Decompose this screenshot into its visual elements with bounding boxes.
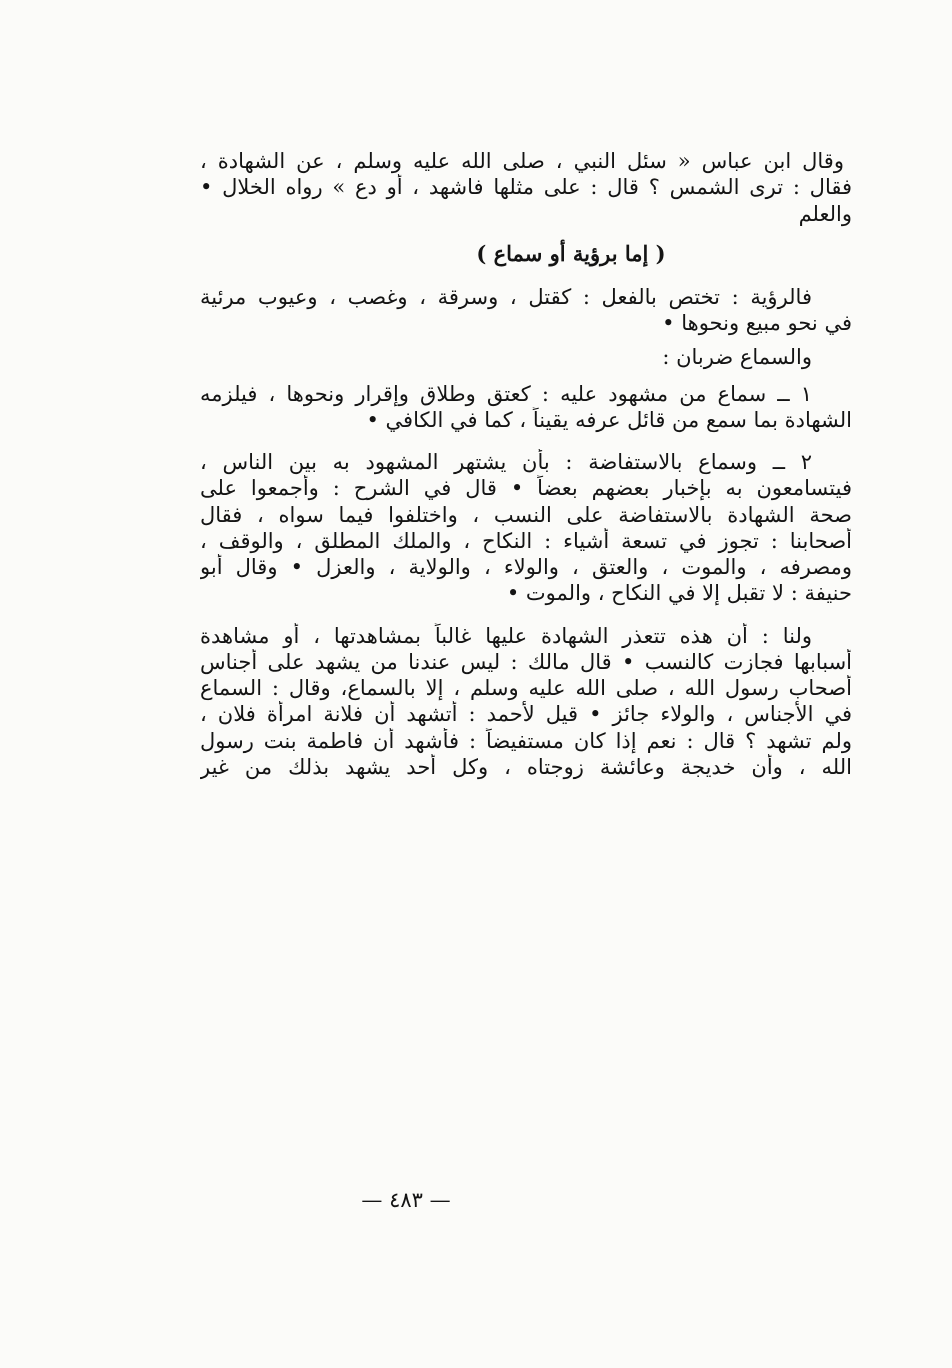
text-line: حنيفة : لا تقبل إلا في النكاح ، والموت • — [506, 581, 852, 606]
text-line: فالرؤية : تختص بالفعل : كقتل ، وسرقة ، وغصب ، وعيوب مرئية — [200, 284, 812, 309]
text-line: والعلم — [798, 201, 852, 226]
text-line: والسماع ضربان : — [662, 345, 812, 370]
paragraph-item-one — [200, 381, 852, 434]
text-line: وقال ابن عباس « سئل النبي ، صلى الله عليه وسلم ، عن الشهادة ، — [200, 149, 844, 173]
text-line: ولم تشهد ؟ قال : نعم إذا كان مستفيضاً : فأشهد أن فاطمة بنت رسول — [200, 728, 852, 753]
text-line: فيتسامعون به بإخبار بعضهم بعضاً • قال في الشرح : وأجمعوا على — [200, 476, 852, 501]
text-line: ٢ ــ وسماع بالاستفاضة : بأن يشتهر المشهود به بين الناس ، — [200, 450, 812, 474]
paragraph-item-two — [200, 449, 852, 607]
text-line: ولنا : أن هذه تتعذر الشهادة عليها غالباً بمشاهدتها ، أو مشاهدة — [200, 623, 812, 648]
text-line: صحة الشهادة بالاستفاضة على النسب ، واختلفوا فيما سواه ، فقال — [200, 502, 852, 527]
text-line: في نحو مبيع ونحوها • — [662, 311, 852, 335]
text-line: أسبابها فجازت كالنسب • قال مالك : ليس عندنا من يشهد على أجناس — [200, 649, 852, 674]
text-line: أصحاب رسول الله ، صلى الله عليه وسلم ، إلا بالسماع، وقال : السماع — [200, 676, 852, 700]
text-line: فقال : ترى الشمس ؟ قال : على مثلها فاشهد ، أو دع » رواه الخلال • — [200, 175, 852, 200]
paragraph-ibn-abbas — [200, 148, 852, 227]
page-number: — ٤٨٣ — — [361, 1188, 451, 1212]
paragraph-sight — [200, 284, 852, 337]
section-heading: ( إما برؤية أو سماع ) — [476, 240, 666, 266]
text-line: الشهادة بما سمع من قائل عرفه يقيناً ، كما في الكافي • — [366, 407, 852, 432]
text-line: ١ ــ سماع من مشهود عليه : كعتق وطلاق وإقرار ونحوها ، فيلزمه — [200, 381, 812, 406]
text-line: في الأجناس ، والولاء جائز • قيل لأحمد : أتشهد أن فلانة امرأة فلان ، — [200, 702, 852, 727]
page-body — [200, 148, 852, 780]
text-line: ومصرفه ، والموت ، والعتق ، والولاء ، والولاية ، والعزل • وقال أبو — [200, 555, 852, 579]
text-line: أصحابنا : تجوز في تسعة أشياء : النكاح ، والملك المطلق ، والوقف ، — [200, 528, 852, 553]
paragraph-hearing — [200, 344, 852, 370]
paragraph-argument — [200, 623, 852, 781]
text-line: الله ، وأن خديجة وعائشة زوجتاه ، وكل أحد يشهد بذلك من غير — [200, 754, 852, 779]
